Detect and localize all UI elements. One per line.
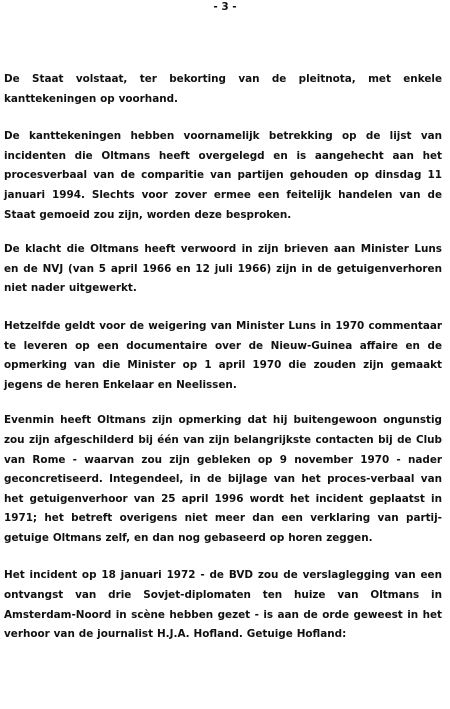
paragraph-klacht: De klacht die Oltmans heeft verwoord in zijn brieven aan Minister Luns en de NVJ (van 5 april 1966 en 12 juli 1966) zijn in de getuigenverhoren niet nader uitgewerkt. [4, 243, 442, 295]
paragraph-club-van-rome: Evenmin heeft Oltmans zijn opmerking dat hij buitengewoon ongunstig zou zijn afgeschilderd bij één van zijn belangrijkste contacten bij de Club van Rome - waarvan zou zijn gebleken op 9 november 1970 - nader geconcretiseerd. Integendeel, in de bijlage van het proces-verbaal van het getuigenverhoor van 25 april 1996 wordt het incident geplaatst in 1971; het betreft overigens niet meer dan een verklaring van partij-getuige Oltmans zelf, en dan nog gebaseerd op horen zeggen. [4, 414, 442, 544]
paragraph-incident-1972: Het incident op 18 januari 1972 - de BVD zou de verslaglegging van een ontvangst van drie Sovjet-diplomaten ten huize van Oltmans in Amsterdam-Noord in scène hebben gezet - is aan de orde geweest in het verhoor van de journalist H.J.A. Hofland. Getuige Hofland: [4, 569, 442, 641]
document-body [4, 70, 442, 663]
paragraph-weigering: Hetzelfde geldt voor de weigering van Minister Luns in 1970 commentaar te leveren op een documentaire over de Nieuw-Guinea affaire en de opmerking van die Minister op 1 april 1970 die zouden zijn gemaakt jegens de heren Enkelaar en Neelissen. [4, 319, 442, 391]
page-number: - 3 - [213, 1, 237, 13]
paragraph-kanttekeningen: De kanttekeningen hebben voornamelijk betrekking op de lijst van incidenten die Oltmans heeft overgelegd en is aangehecht aan het procesverbaal van de comparitie van partijen gehouden op dinsdag 11 januari 1994. Slechts voor zover ermee een feitelijk handelen van de Staat gemoeid zou zijn, worden deze besproken. [4, 130, 442, 221]
paragraph-intro: De Staat volstaat, ter bekorting van de pleitnota, met enkele kanttekeningen op voorhand. [4, 73, 442, 105]
